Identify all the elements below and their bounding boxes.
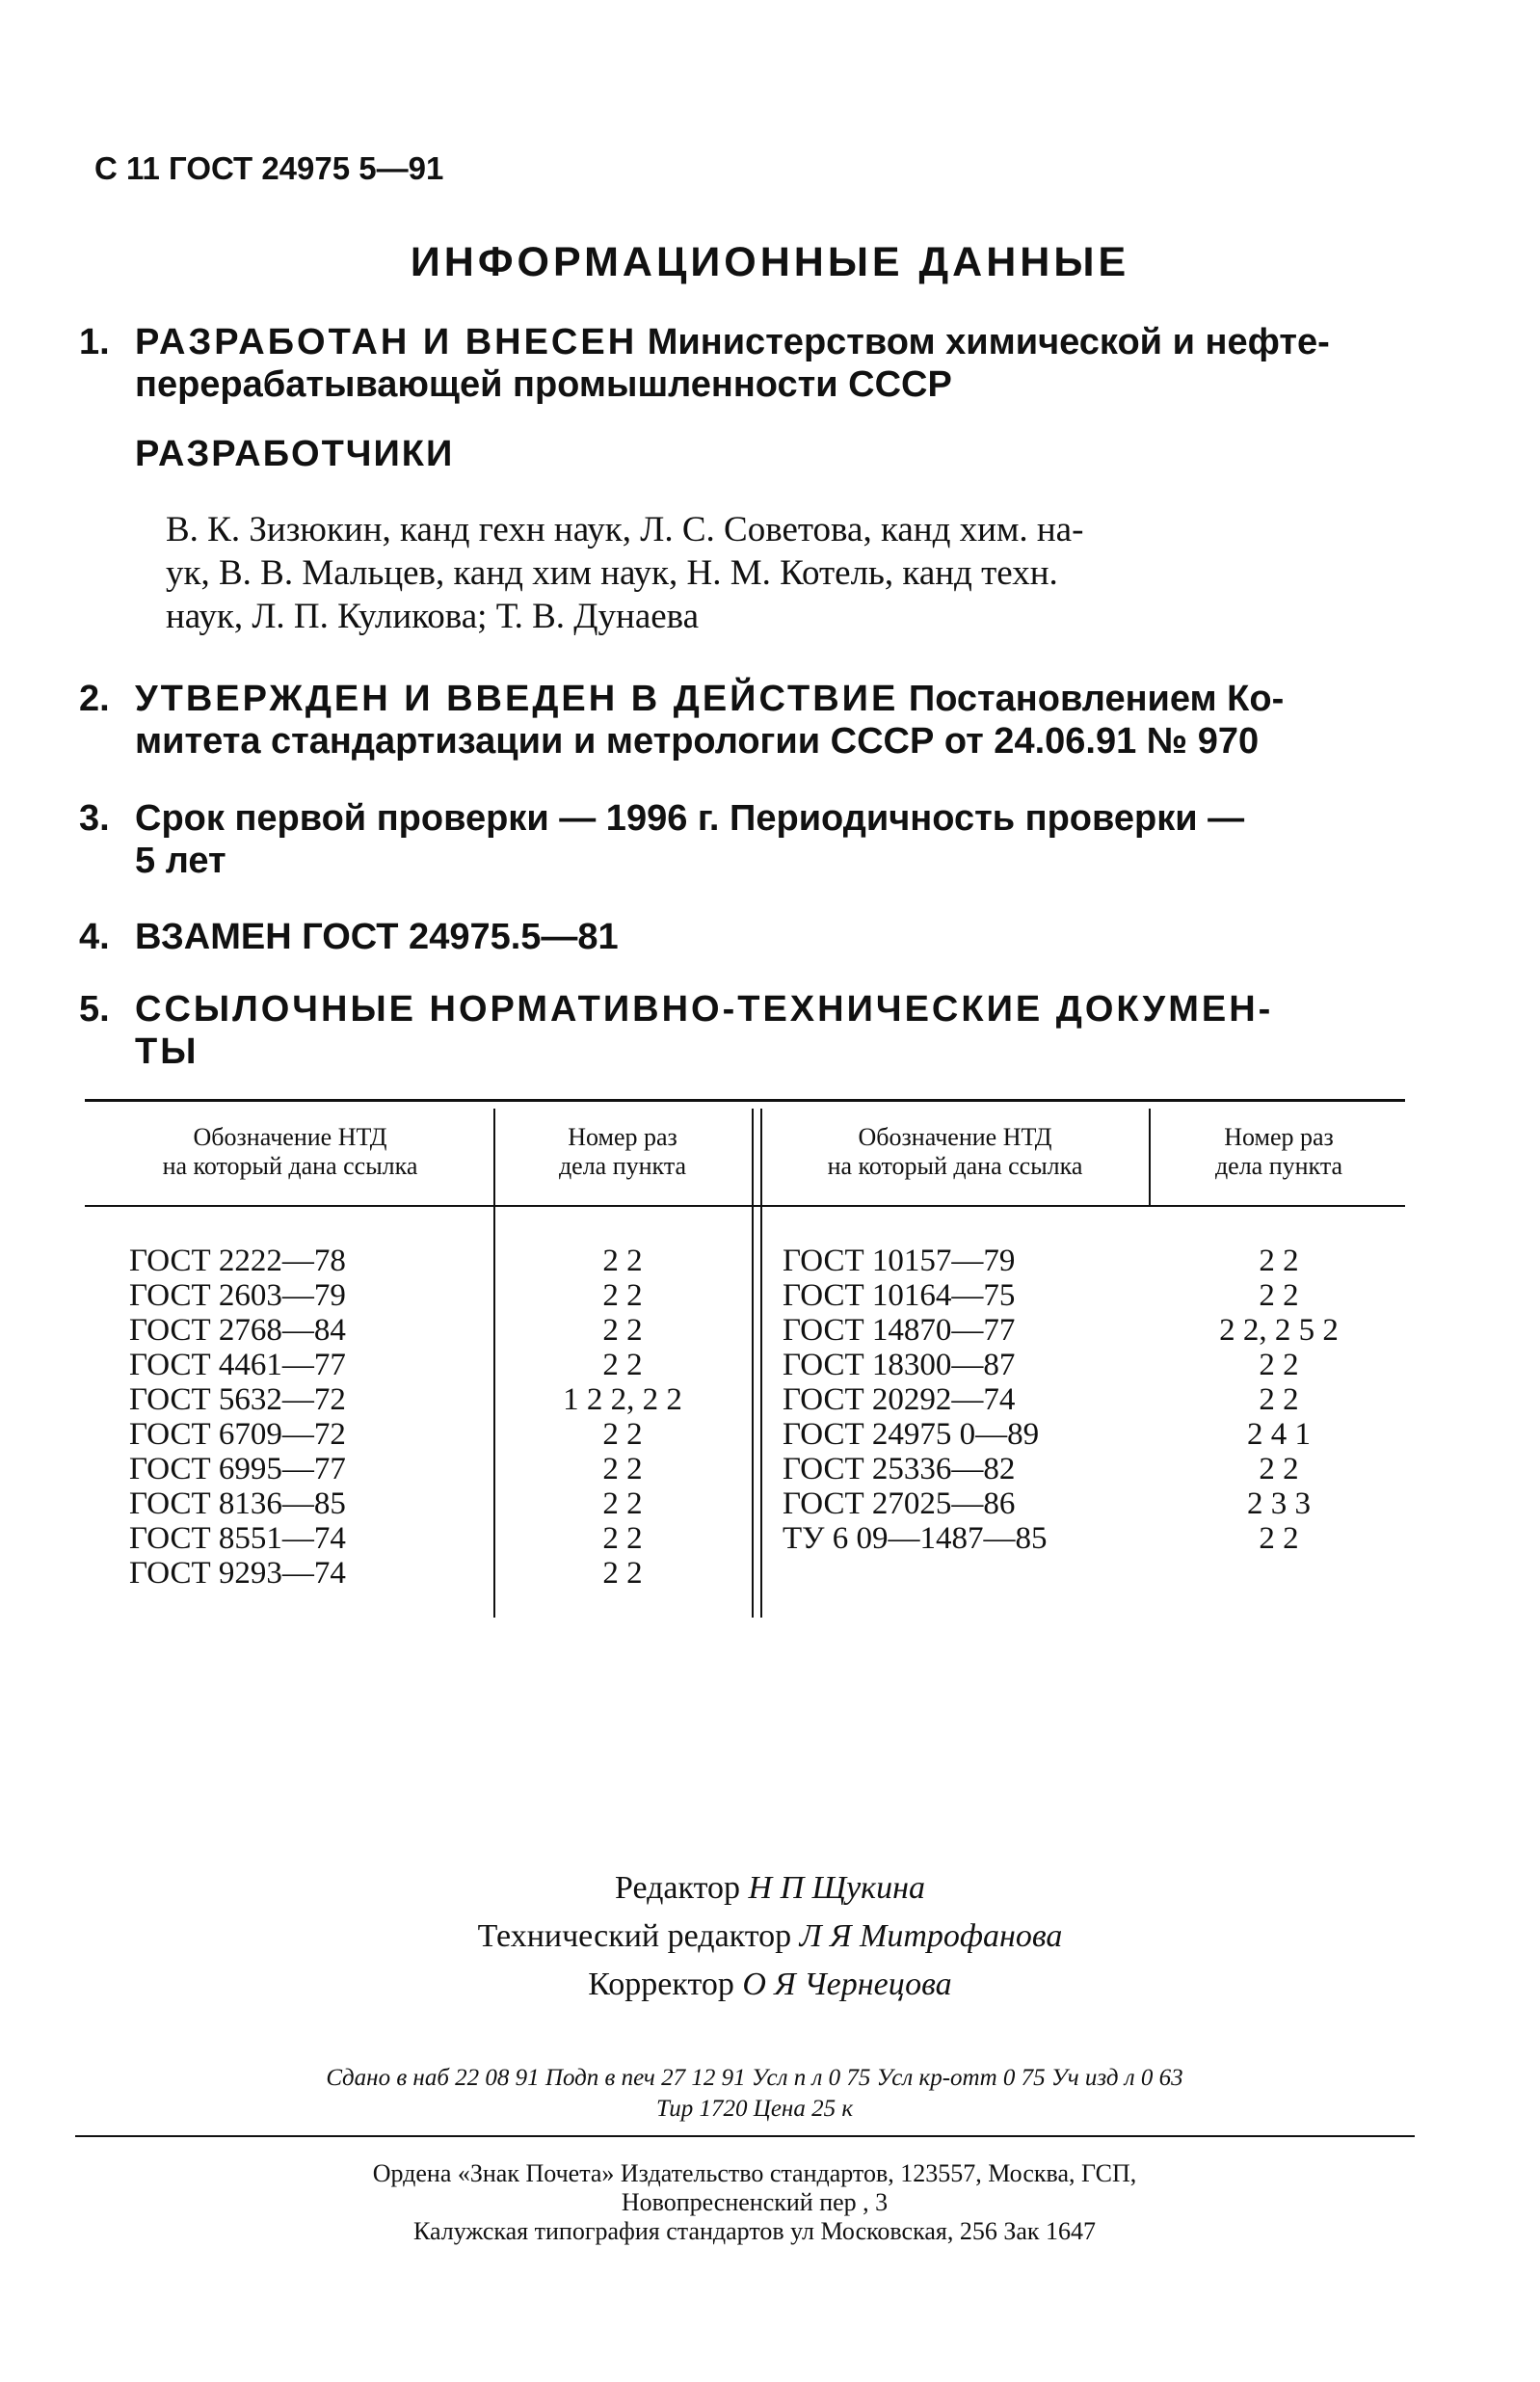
publisher-line-1: Ордена «Знак Почета» Издательство стандартов, 123557, Москва, ГСП, — [372, 2159, 1137, 2187]
right-ref-column — [1153, 1244, 1405, 1556]
section-2-text-line2: митета стандартизации и метрологии СССР от 24.06.91 № 970 — [135, 721, 1260, 762]
table-header-doc-right — [765, 1123, 1145, 1181]
page-title: ИНФОРМАЦИОННЫЕ ДАННЫЕ — [410, 239, 1130, 285]
table-cell: ТУ 6 09—1487—85 — [783, 1521, 1048, 1556]
table-cell: 2 4 1 — [1247, 1417, 1311, 1452]
print-imprint — [94, 2063, 1415, 2125]
section-4 — [79, 916, 1409, 958]
table-cell: 2 2 — [602, 1417, 643, 1452]
proofreader-label: Корректор — [588, 1967, 734, 2002]
section-3-line2: 5 лет — [135, 841, 226, 881]
table-cell: ГОСТ 2222—78 — [129, 1244, 346, 1278]
table-cell: 2 2 — [602, 1278, 643, 1313]
section-3 — [79, 797, 1409, 882]
section-4-text: ВЗАМЕН ГОСТ 24975.5—81 — [135, 917, 619, 957]
publisher-line-2: Новопресненский пер , 3 — [621, 2188, 889, 2216]
table-cell: 2 2 — [602, 1313, 643, 1348]
document-header: С 11 ГОСТ 24975 5—91 — [94, 150, 444, 186]
table-cell: ГОСТ 2603—79 — [129, 1278, 346, 1313]
table-cell: 2 2 — [602, 1556, 643, 1591]
section-4-number: 4. — [79, 917, 110, 957]
section-2 — [79, 678, 1409, 763]
table-cell: ГОСТ 4461—77 — [129, 1348, 346, 1382]
table-cell: 2 2 — [1259, 1382, 1299, 1417]
table-cell: 2 2 — [1259, 1521, 1299, 1556]
table-divider-2a — [752, 1109, 754, 1618]
publisher-info — [94, 2159, 1415, 2246]
table-cell: 1 2 2, 2 2 — [563, 1382, 682, 1417]
section-5-number: 5. — [79, 989, 110, 1030]
header-doc-right-l1: Обозначение НТД — [858, 1123, 1052, 1151]
table-cell: 2 2 — [602, 1348, 643, 1382]
table-cell: ГОСТ 8551—74 — [129, 1521, 346, 1556]
table-cell: ГОСТ 6709—72 — [129, 1417, 346, 1452]
table-cell: ГОСТ 2768—84 — [129, 1313, 346, 1348]
header-doc-right-l2: на который дана ссылка — [827, 1152, 1083, 1180]
table-cell: 2 2 — [1259, 1244, 1299, 1278]
table-cell: ГОСТ 24975 0—89 — [783, 1417, 1040, 1452]
table-cell: 2 2 — [1259, 1452, 1299, 1486]
section-1 — [79, 321, 1409, 406]
editor-label: Редактор — [615, 1870, 741, 1906]
header-doc-left-l2: на который дана ссылка — [162, 1152, 418, 1180]
table-header-ref-right — [1153, 1123, 1405, 1181]
header-doc-left-l1: Обозначение НТД — [193, 1123, 387, 1151]
table-cell: ГОСТ 10157—79 — [783, 1244, 1016, 1278]
section-3-number: 3. — [79, 798, 110, 839]
section-3-line1: Срок первой проверки — 1996 г. Периодичность проверки — — [135, 798, 1245, 839]
developers-list — [166, 508, 1419, 638]
table-cell: ГОСТ 25336—82 — [783, 1452, 1016, 1486]
section-1-lead: РАЗРАБОТАН И ВНЕСЕН — [135, 322, 638, 362]
left-ref-column — [497, 1244, 748, 1591]
table-cell: ГОСТ 18300—87 — [783, 1348, 1016, 1382]
table-header-ref-left — [497, 1123, 748, 1181]
table-cell: 2 2, 2 5 2 — [1219, 1313, 1339, 1348]
section-1-text: Министерством химической и нефте- — [647, 322, 1330, 362]
section-5-line1: ССЫЛОЧНЫЕ НОРМАТИВНО-ТЕХНИЧЕСКИЕ ДОКУМЕН- — [135, 989, 1274, 1030]
table-cell: ГОСТ 9293—74 — [129, 1556, 346, 1591]
imprint-line-1: Сдано в наб 22 08 91 Подп в печ 27 12 91 Усл п л 0 75 Усл кр-отт 0 75 Уч изд л 0 63 — [326, 2065, 1183, 2091]
table-divider-1 — [493, 1109, 495, 1618]
table-divider-2b — [760, 1109, 762, 1618]
right-doc-column — [783, 1244, 1048, 1556]
left-doc-column — [129, 1244, 346, 1591]
publisher-line-3: Калужская типография стандартов ул Московская, 256 Зак 1647 — [412, 2217, 1097, 2245]
developers-line-1: В. К. Зизюкин, канд гехн наук, Л. С. Советова, канд хим. на- — [166, 510, 1084, 549]
header-ref-left-l2: дела пункта — [558, 1152, 687, 1180]
table-cell: 2 2 — [1259, 1348, 1299, 1382]
table-cell: 2 2 — [602, 1486, 643, 1521]
header-ref-left-l1: Номер раз — [568, 1123, 677, 1151]
editor-name: Н П Щукина — [748, 1870, 925, 1906]
developers-line-3: наук, Л. П. Куликова; Т. В. Дунаева — [166, 597, 700, 636]
table-cell: 2 2 — [1259, 1278, 1299, 1313]
table-cell: 2 3 3 — [1247, 1486, 1311, 1521]
section-5-line2: ТЫ — [135, 1031, 199, 1072]
section-2-text: Постановлением Ко- — [908, 679, 1285, 719]
section-2-lead: УТВЕРЖДЕН И ВВЕДЕН В ДЕЙСТВИЕ — [135, 679, 899, 719]
credit-proofreader — [0, 1967, 1540, 2003]
imprint-line-2: Тир 1720 Цена 25 к — [655, 2096, 854, 2122]
table-cell: ГОСТ 6995—77 — [129, 1452, 346, 1486]
table-divider-3 — [1149, 1109, 1151, 1205]
header-ref-right-l1: Номер раз — [1224, 1123, 1334, 1151]
table-cell: 2 2 — [602, 1521, 643, 1556]
developers-line-2: ук, В. В. Мальцев, канд хим наук, Н. М. Котель, канд техн. — [166, 553, 1058, 593]
header-ref-right-l2: дела пункта — [1214, 1152, 1343, 1180]
section-1-number: 1. — [79, 322, 110, 362]
table-header-doc-left — [93, 1123, 488, 1181]
table-cell: ГОСТ 10164—75 — [783, 1278, 1016, 1313]
table-cell: ГОСТ 14870—77 — [783, 1313, 1016, 1348]
developers-heading: РАЗРАБОТЧИКИ — [135, 434, 455, 474]
credit-tech-editor — [0, 1918, 1540, 1955]
table-cell: ГОСТ 20292—74 — [783, 1382, 1016, 1417]
section-5 — [79, 988, 1409, 1073]
table-cell: 2 2 — [602, 1244, 643, 1278]
tech-editor-name: Л Я Митрофанова — [799, 1918, 1063, 1954]
tech-editor-label: Технический редактор — [477, 1918, 792, 1954]
table-header-rule — [85, 1205, 1405, 1207]
table-cell: 2 2 — [602, 1452, 643, 1486]
table-cell: ГОСТ 27025—86 — [783, 1486, 1016, 1521]
table-top-rule — [85, 1099, 1405, 1102]
section-2-number: 2. — [79, 679, 110, 719]
table-cell: ГОСТ 5632—72 — [129, 1382, 346, 1417]
footer-rule — [75, 2135, 1415, 2137]
proofreader-name: О Я Чернецова — [742, 1967, 952, 2002]
table-cell: ГОСТ 8136—85 — [129, 1486, 346, 1521]
section-1-text-line2: перерабатывающей промышленности СССР — [135, 364, 952, 405]
credit-editor — [0, 1870, 1540, 1907]
